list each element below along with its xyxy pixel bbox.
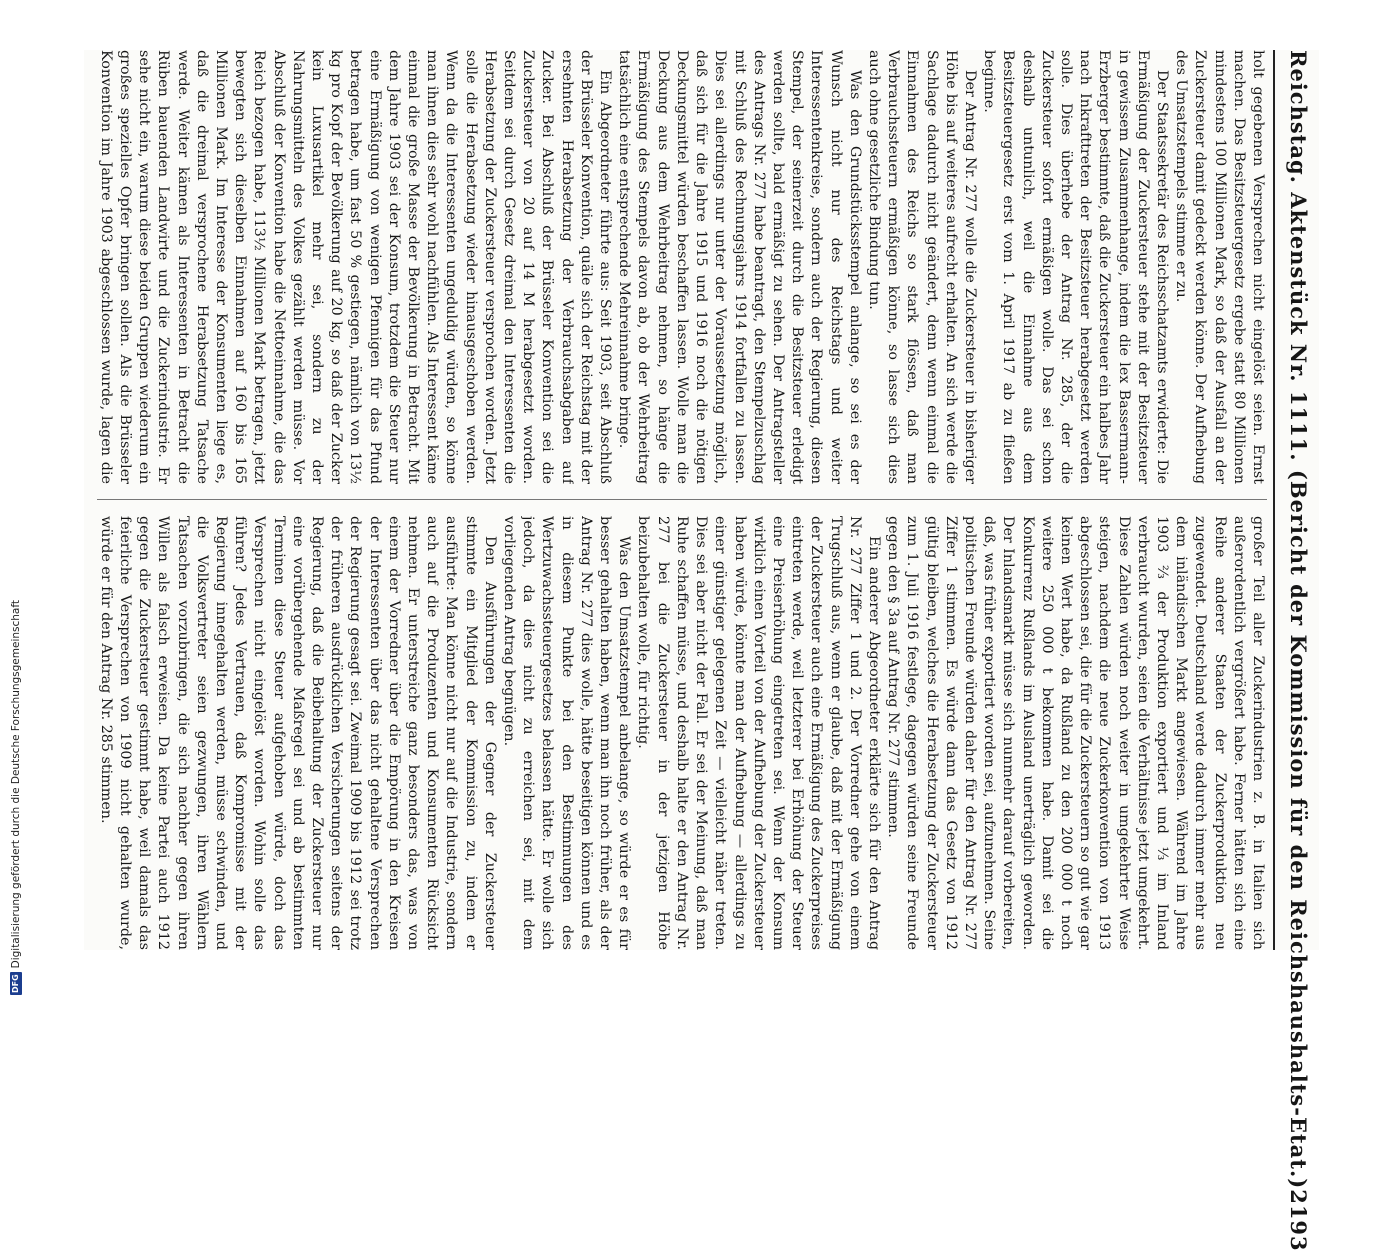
right-column [97,516,1267,950]
page-header [1279,50,1319,1252]
paragraph: holt gegebenen Versprechen nicht eingelöst seien. Ernst machen. Das Besitzsteuergesetz ergebe statt 80 Millionen mindestens 100 Millionen Mark, so daß der Ausfall an der Zuckersteuer damit gedeckt werden könne. Der Aufhebung des Umsatzstempels stimme er zu. [1173,50,1266,484]
page-title: Reichstag. Aktenstück Nr. 1111. (Bericht der Kommission für den Reichshaushalts-Etat.) [1286,50,1312,1190]
page-number: 2193 [1286,1189,1312,1252]
paragraph: Ein anderer Abgeordneter erklärte sich für den Antrag Nr. 277 Ziffer 1 und 2. Der Vorredner gehe von einem Trugschluß aus, wenn er glaube, daß mit der Ermäßigung der Zuckersteuer auch eine Ermäßigung des Zuckerpreises eintreten werde, weil letzterer bei Erhöhung der Steuer eine Preiserhöhung eingetreten sei. Wenn der Konsum wirklich einen Vorteil von der Aufhebung der Zuckersteuer haben würde, könnte man der Aufhebung — allerdings zu einer günstiger gelegenen Zeit — vielleicht näher treten. Dies sei aber nicht der Fall. Er sei der Meinung, daß man Ruhe schaffen müsse, und deshalb halte er den Antrag Nr. 277 bei die Zuckersteuer in der jetzigen Höhe beizubehalten wolle, für richtig. [635,516,882,950]
paragraph: Der Antrag Nr. 277 wolle die Zuckersteuer in bisheriger Höhe bis auf weiteres aufrecht erhalten. An sich werde die Sachlage dadurch nicht geändert, denn wenn einmal die Einnahmen des Reichs so stark flössen, daß man Verbrauchssteuern ermäßigen könne, so lasse sich dies auch ohne gesetzliche Bindung tun. [865,50,978,484]
paragraph: Ein Abgeordneter führte aus: Seit 1903, seit Abschluß der Brüsseler Konvention, quäle sich der Reichstag mit der ersehnten Herabsetzung der Verbrauchsabgaben auf Zucker. Bei Abschluß der Brüsseler Konvention sei die Zuckersteuer von 20 auf 14 M herabgesetzt worden. Seitdem sei durch Gesetz dreimal den Interessenten die Herabsetzung der Zuckersteuer versprochen worden. Jetzt solle die Herabsetzung wieder hinausgeschoben werden. Wenn da die Interessenten ungeduldig würden, so könne man ihnen dies sehr wohl nachfühlen. Als Interessent käme einmal die große Masse der Bevölkerung in Betracht. Mit dem Jahre 1903 sei der Konsum, trotzdem die Steuer nur eine Ermäßigung von wenigen Pfennigen für das Pfund betragen habe, um fast 50 % gestiegen, nämlich von 13½ kg pro Kopf der Bevölkerung auf 20 kg, so daß der Zucker kein Luxusartikel mehr sei, sondern zu der Nahrungsmitteln des Volkes gezählt werden müsse. Vor Abschluß der Konvention habe die Nettoeinnahme, die das Reich bezogen habe, 113½ Millionen Mark betragen, jetzt bewegten sich dieselben Einnahmen auf 160 bis 165 Millionen Mark. Im Interesse der Konsumenten liege es, daß die dreimal versprochene Herabsetzung Tatsache werde. Weiter kämen als Interessenten in Betracht die Rüben bauenden Landwirte und die Zuckerindustrie. Er sehe nicht ein, warum diese beiden Gruppen wiederum ein großes spezielles Opfer bringen sollen. Als die Brüsseler Konvention im Jahre 1903 abgeschlossen wurde, lagen die [97,50,614,484]
page-content-rotated [84,50,1319,1252]
paragraph: großer Teil aller Zuckerindustrien z. B. in Italien sich außerordentlich vergrößert habe. Ferner hätten sich eine Reihe anderer Staaten der Zuckerproduktion neu zugewendet. Deutschland werde dadurch immer mehr aus dem inländischen Markt angewiesen. Während im Jahre 1903 ⅔ der Produktion exportiert und ⅓ im Inland verbraucht wurden, seien die Verhältnisse jetzt umgekehrt. Diese Zahlen würden noch weiter in umgekehrter Weise steigen, nachdem die neue Zuckerkonvention von 1913 abgeschlossen sei, die für die Zuckersteuern so gut wie gar keinen Wert habe, da Rußland zu den 200 000 t noch weitere 250 000 t bekommen habe. Damit sei die Konkurrenz Rußlands im Ausland unerträglich geworden. Der Inlandsmarkt müsse sich nunmehr darauf vorbereiten, daß, was früher exportiert worden sei, aufzunehmen. Seine politischen Freunde würden daher für den Antrag Nr. 277 Ziffer 1 stimmen. Es würde dann das Gesetz von 1912 gültig bleiben, welches die Herabsetzung der Zuckersteuer zum 1. Juli 1916 festlege, dagegen würden seine Freunde gegen den § 3a auf Antrag Nr. 277 stimmen. [885,516,1266,950]
scanned-page [84,50,1319,1252]
column-divider [97,499,1267,500]
header-rule [1273,50,1275,950]
dfg-logo: DFG [11,974,20,994]
left-column [97,50,1267,484]
paragraph: Was den Grundstücksstempel anlange, so sei es der Wunsch nicht nur des Reichstags und weiter Interessentenkreise, sondern auch der Regierung, diesen Stempel, der seinerzeit durch die Besitzsteuer erledigt werden sollte, bald ermäßigt zu sehen. Der Antragsteller des Antrags Nr. 277 habe beantragt, den Stempelzuschlag mit Schluß des Rechnungsjahrs 1914 fortfallen zu lassen. Dies sei allerdings nur unter der Voraussetzung möglich, daß sich für die Jahre 1915 und 1916 noch die nötigen Deckungsmittel würden beschaffen lassen. Wolle man die Deckung aus dem Wehrbeitrag nehmen, so hänge die Ermäßigung des Stempels davon ab, ob der Wehrbeitrag tatsächlich eine entsprechende Mehreinnahme bringe. [616,50,863,484]
dfg-credit [6,600,26,995]
paragraph: Der Staatssekretär des Reichsschatzamts erwiderte: Die Ermäßigung der Zuckersteuer stehe mit der Besitzsteuer in gewissem Zusammenhange, indem die lex Bassermann-Erzberger bestimmte, daß die Zuckersteuer ein halbes Jahr nach Inkrafttreten der Besitzsteuer herabgesetzt werden solle. Dies überhebe der Antrag Nr. 285, der die Zuckersteuer sofort ermäßigen wolle. Das sei schon deshalb untunlich, weil die Einnahme aus dem Besitzsteuergesetz erst vom 1. April 1917 ab zu fließen beginne. [981,50,1170,484]
paragraph: Was den Umsatzstempel anbelange, so würde er es für besser gehalten haben, wenn man ihn noch früher, als der Antrag Nr. 277 dies wolle, hätte beseitigen können und es in diesem Punkte bei den Bestimmungen des Wertzuwachssteuergesetzes belassen hätte. Er wolle sich jedoch, da dies nicht zu erreichen sei, mit dem vorliegenden Antrag begnügen. [501,516,633,950]
dfg-credit-text: Digitalisierung gefördert durch die Deutsche Forschungsgemeinschaft [10,600,22,969]
paragraph: Den Ausführungen der Gegner der Zuckersteuer stimmte ein Mitglied der Kommission zu, indem er ausführte: Man könne nicht nur auf die Industrie, sondern auch auf die Produzenten und Konsumenten Rücksicht nehmen. Er unterstreiche ganz besonders das, was von einem der Vorredner über die Empörung in den Kreisen der Interessenten über das nicht gehaltene Versprechen der Regierung gesagt sei. Zweimal 1909 bis 1912 sei trotz der früheren ausdrücklichen Versicherungen seitens der Regierung, daß die Beibehaltung der Zuckersteuer nur eine vorübergehende Maßregel sei und ab bestimmten Terminen diese Steuer aufgehoben würde, doch das Versprechen nicht eingelöst worden. Wohin solle das führen? Jedes Vertrauen, daß Kompromisse mit der Regierung innegehalten werden, müsse schwinden, und die Volksvertreter seien gezwungen, ihren Wählern Tatsachen vorzubringen, die sich nachher gegen ihren Willen als falsch erweisen. Da keine Partei auch 1912 gegen die Zuckersteuer gestimmt habe, weil damals das feierliche Versprechen von 1909 nicht gehalten wurde, würde er für den Antrag Nr. 285 stimmen. [97,516,498,950]
